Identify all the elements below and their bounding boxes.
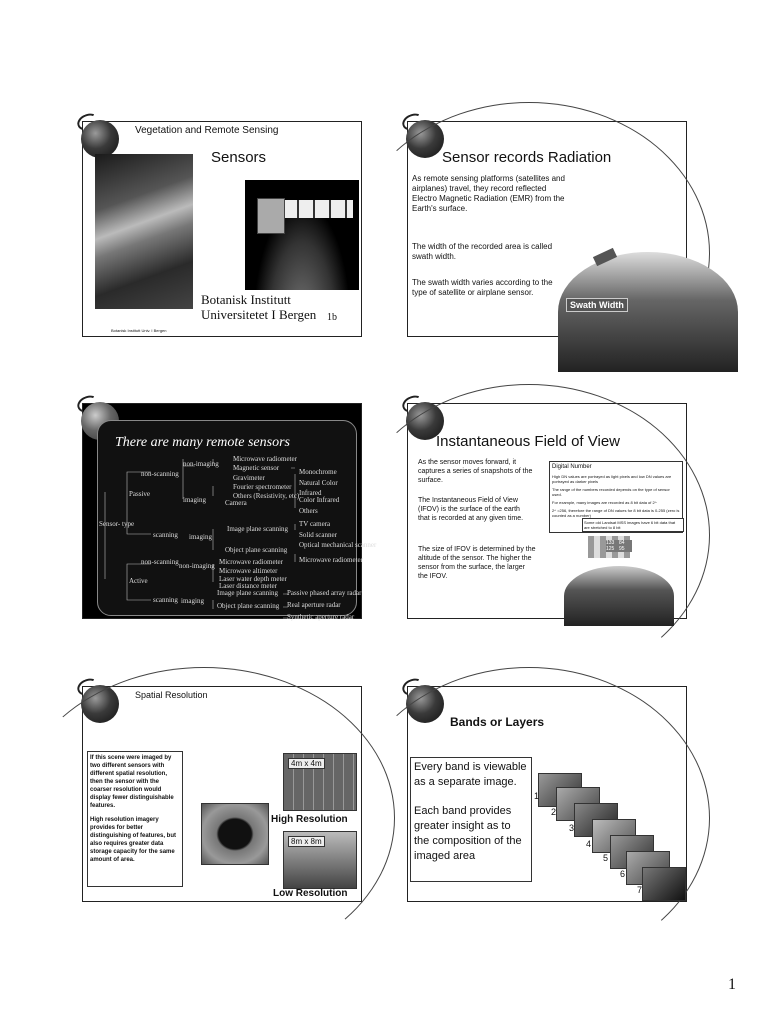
box-title: Digital Number <box>552 464 592 470</box>
landsat-note: Some old Landsat MSS images have 6 bit data that are stretched to 8 bit <box>582 518 684 532</box>
others-camera: Others <box>299 507 318 515</box>
paragraph-2: The Instantaneous Field of View (IFOV) is the surface of the earth that is recorded at any given time. <box>418 497 524 522</box>
band-number: 2 <box>551 807 557 817</box>
slide-title: Instantaneous Field of View <box>436 433 621 450</box>
slide-title: Sensors <box>211 149 267 166</box>
paragraph-1: If this scene were imaged by two different sensors with different spatial resolution, then the sensor with the coarser resolution would display fewer distinguishable features. <box>90 755 174 809</box>
synthetic-aperture-radar: Synthetic aperture radar <box>287 613 355 621</box>
text-box <box>410 757 532 882</box>
paragraph-2: Each band provides greater insight as to the composition of the imaged area <box>414 805 522 862</box>
laser-water-depth: Laser water depth meter <box>219 575 287 583</box>
paragraph-1: As remote sensing platforms (satellites and airplanes) travel, they record reflected Electro Magnetic Radiation (EMR) from the Earth's surface. <box>412 174 565 213</box>
slide-spatial-resolution <box>82 686 362 902</box>
dn-value: 133 <box>606 540 615 546</box>
box-line-1: High DN values are portrayed as light pixels and low DN values are portrayed as darker pixels <box>552 474 672 484</box>
gravimeter: Gravimeter <box>233 474 265 482</box>
microwave-radiometer: Microwave radiometer <box>233 455 297 463</box>
passive-node: Passive <box>129 490 150 498</box>
microwave-radiometer-active: Microwave radiometer <box>219 558 283 566</box>
scandinavia-satellite-image <box>95 154 193 309</box>
active-scanning: scanning <box>153 596 178 604</box>
passive-scanning-imaging: imaging <box>189 533 212 541</box>
band-number: 1 <box>534 791 540 801</box>
band-number: 3 <box>569 823 575 833</box>
sensor-tree-diagram <box>83 404 377 621</box>
tv-camera: TV camera <box>299 520 331 528</box>
passive-scanning: scanning <box>153 531 178 539</box>
band-number: 4 <box>586 839 592 849</box>
slide-header: Vegetation and Remote Sensing <box>135 125 279 136</box>
paragraph-1: Every band is viewable as a separate image. <box>414 761 527 788</box>
band-image <box>642 867 686 901</box>
text-box <box>87 751 183 887</box>
grid-size-label: 4m x 4m <box>288 758 325 769</box>
dn-value: 84 <box>619 540 625 546</box>
active-non-imaging: non-imaging <box>179 562 215 570</box>
dn-value: 95 <box>619 546 625 552</box>
band-number: 5 <box>603 853 609 863</box>
slide-header: Spatial Resolution <box>135 690 208 700</box>
slide-title: Bands or Layers <box>450 715 545 729</box>
slide-footer: Botanisk Institutt Univ. I Bergen <box>111 328 167 333</box>
active-node: Active <box>129 577 148 585</box>
high-resolution-label: High Resolution <box>271 814 348 825</box>
paragraph-2: The width of the recorded area is called swath width. <box>412 242 553 261</box>
forest-scene-image <box>201 803 269 865</box>
passive-imaging: imaging <box>183 496 206 504</box>
passive-non-scanning: non-scanning <box>141 470 179 478</box>
dn-values <box>606 540 632 552</box>
object-plane-active: Object plane scanning <box>217 602 280 610</box>
real-aperture-radar: Real aperture radar <box>287 601 341 609</box>
earth-curve-image <box>558 252 738 372</box>
page-number: 1 <box>728 976 736 993</box>
satellite-image <box>245 180 359 290</box>
slide-title: There are many remote sensors <box>115 435 290 450</box>
university-name: Universitetet I Bergen <box>201 307 317 322</box>
slide-title: Sensor records Radiation <box>442 149 612 166</box>
passive-phased-array: Passive phased array radar <box>287 589 362 597</box>
box-line-3: For example, many images are recorded as 8 bit data of 2^ <box>552 500 657 505</box>
image-plane-active: Image plane scanning <box>217 589 279 597</box>
object-plane-scanning: Object plane scanning <box>225 546 288 554</box>
orbit-arc <box>348 384 710 686</box>
band-number: 7 <box>637 885 643 895</box>
slide-number: 1b <box>327 312 337 323</box>
paragraph-1: As the sensor moves forward, it captures a series of snapshots of the surface. <box>418 459 533 484</box>
slide-remote-sensors <box>82 403 377 621</box>
paragraph-2: High resolution imagery provides for better distinguishing of features, but also requires greater data storage capacity for the same amount of area. <box>90 817 176 863</box>
laser-distance: Laser distance meter <box>219 582 277 590</box>
natural-color: Natural Color <box>299 479 338 487</box>
microwave-radiometer-2: Microwave radiometer <box>299 556 363 564</box>
magnetic-sensor: Magnetic sensor <box>233 464 280 472</box>
slide-sensor-records-radiation <box>407 121 687 337</box>
image-plane-scanning: Image plane scanning <box>227 525 289 533</box>
box-line-2: The range of the numbers recorded depends on the type of sensor used. <box>552 487 670 497</box>
microwave-altimeter: Microwave altimeter <box>219 567 278 575</box>
color-infrared: Color Infrared <box>299 496 340 504</box>
slide-ifov <box>407 403 687 619</box>
monochrome: Monochrome <box>299 468 337 476</box>
low-res-grid <box>283 831 357 889</box>
solid-scanner: Solid scanner <box>299 531 337 539</box>
infrared: Infrared <box>299 489 322 497</box>
active-non-scanning: non-scanning <box>141 558 179 566</box>
institute-name: Botanisk Institutt <box>201 292 291 307</box>
swath-width-label: Swath Width <box>566 298 628 312</box>
grid-size-label: 8m x 8m <box>288 836 325 847</box>
high-res-grid <box>283 753 357 811</box>
slide-bands-or-layers <box>407 686 687 902</box>
paragraph-3: The size of IFOV is determined by the altitude of the sensor. The higher the sensor from the surface, the larger the IFOV. <box>418 546 536 580</box>
optical-mechanical-scanner: Optical mechanical scanner <box>299 541 377 549</box>
paragraph-3: The swath width varies according to the type of satellite or airplane sensor. <box>412 278 553 297</box>
slide-sensors <box>82 121 362 337</box>
others-resistivity: Others (Resistivity, etc) <box>233 492 300 500</box>
root-node: Sensor- type <box>99 520 135 528</box>
passive-non-imaging: non-imaging <box>183 460 219 468</box>
fourier-spectrometer: Fourier spectrometer <box>233 483 292 491</box>
box-line-4: 2^ =256, therefore the range of DN values for 8 bit data is 0-255 (zero is counted as a number) <box>552 508 680 518</box>
low-resolution-label: Low Resolution <box>273 888 348 899</box>
band-number: 6 <box>620 869 626 879</box>
earth-curve-image <box>564 566 674 626</box>
active-imaging: imaging <box>181 597 204 605</box>
dn-value: 125 <box>606 546 615 552</box>
camera: Camera <box>225 499 247 507</box>
globe-icon <box>81 120 119 158</box>
